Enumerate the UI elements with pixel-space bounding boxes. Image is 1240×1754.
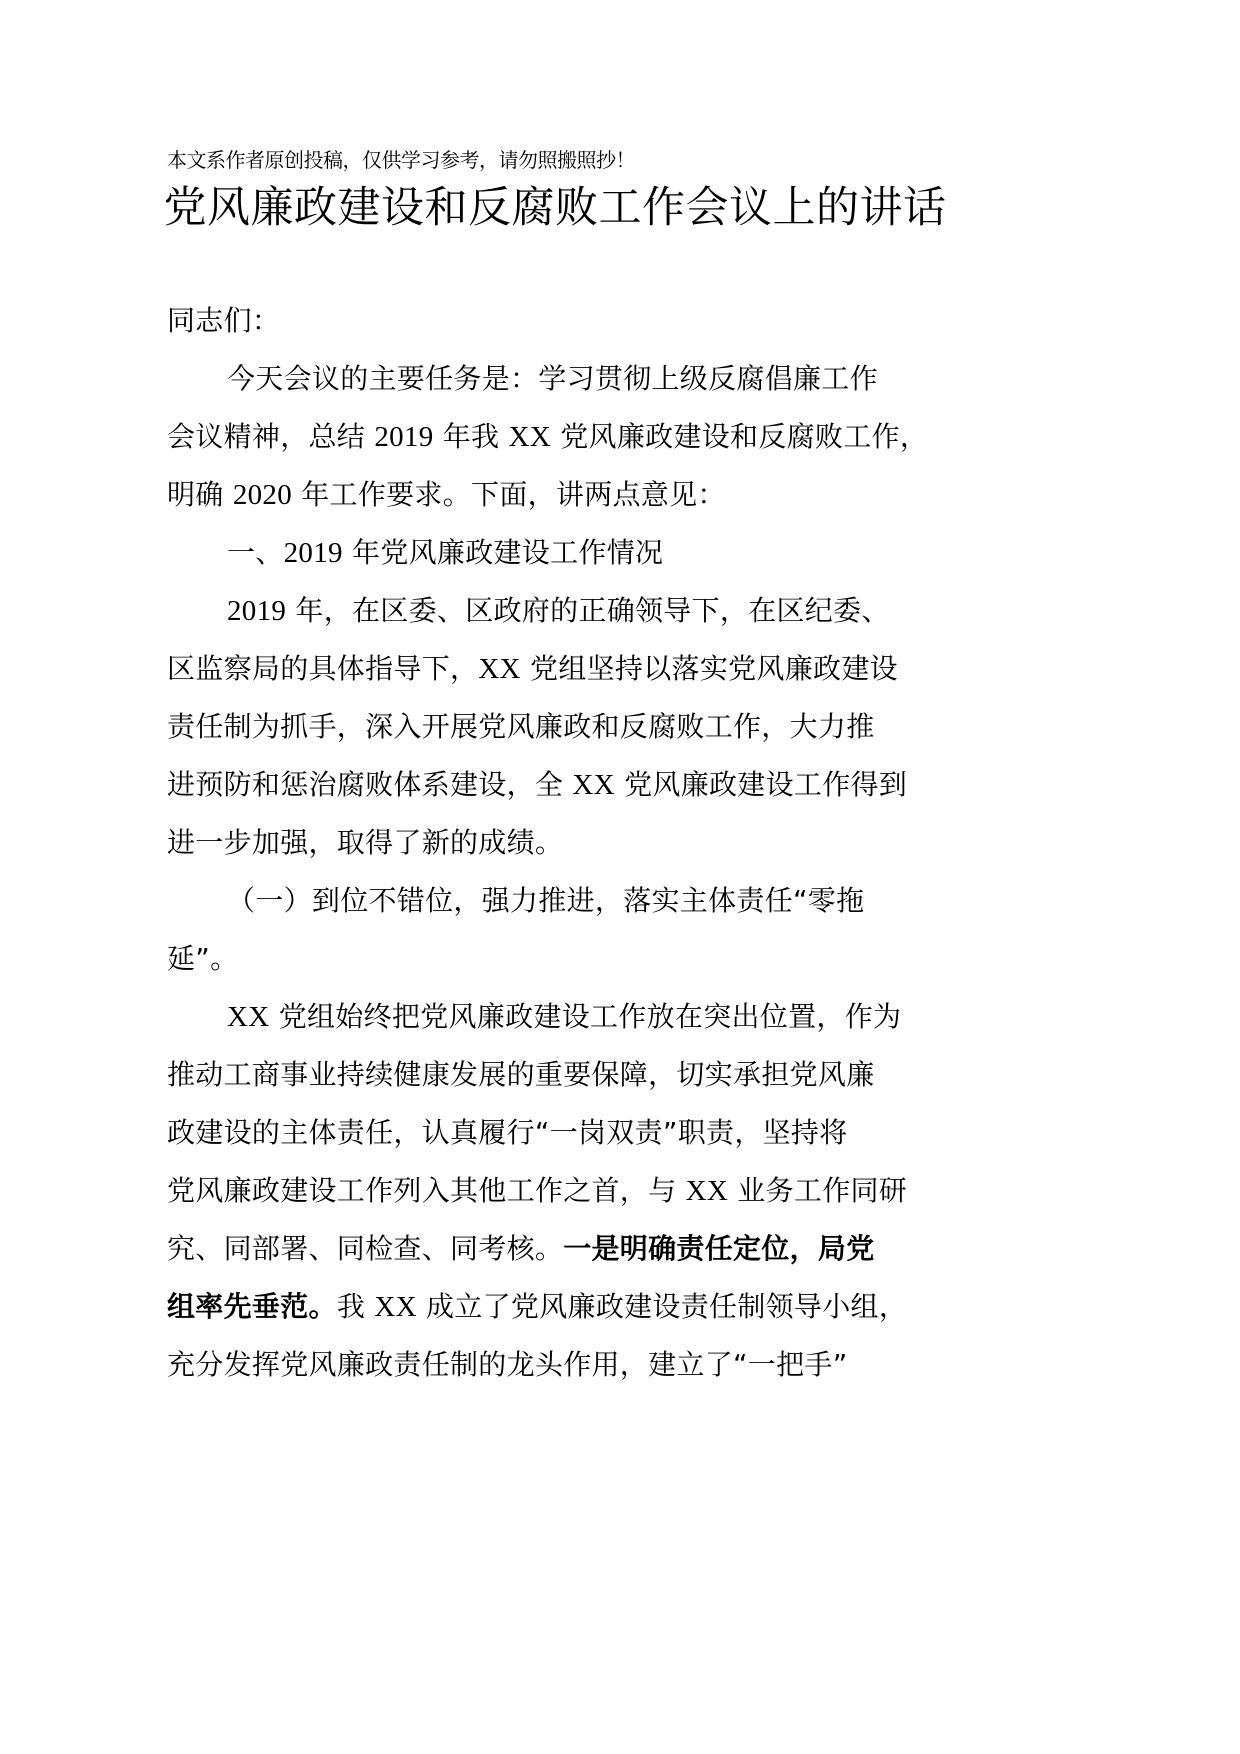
body-line — [167, 988, 957, 1046]
document-body — [167, 292, 957, 1394]
body-line — [167, 1104, 957, 1162]
text-segment: 进预防和惩治腐败体系建设，全 — [167, 768, 573, 801]
body-line — [167, 640, 957, 698]
text-segment: 推动工商事业持续健康发展的重要保障，切实承担党风廉 — [167, 1058, 875, 1091]
body-line — [167, 1220, 957, 1278]
text-segment: 年党风廉政建设工作情况 — [342, 536, 664, 569]
text-segment: 一、 — [227, 536, 284, 569]
text-segment: 2020 — [232, 479, 293, 511]
text-segment: 2019 — [283, 537, 343, 569]
bold-text: 组率先垂范。 — [167, 1290, 337, 1323]
body-line — [167, 582, 957, 640]
body-line — [167, 524, 957, 582]
document-title: 党风廉政建设和反腐败工作会议上的讲话 — [163, 183, 947, 233]
text-segment: 党风廉政建设和反腐败工作， — [551, 420, 929, 453]
text-segment: 业务工作同研 — [728, 1174, 908, 1207]
text-segment: 进一步加强，取得了新的成绩。 — [167, 826, 564, 859]
text-segment: 2019 — [374, 421, 434, 453]
text-segment: 党组坚持以落实党风廉政建设 — [520, 652, 898, 685]
text-segment: 会议精神，总结 — [167, 420, 375, 453]
text-segment: XX — [572, 769, 615, 801]
text-segment: 年工作要求。下面，讲两点意见： — [292, 478, 726, 511]
text-segment: 究、同部署、同检查、同考核。 — [167, 1232, 564, 1265]
body-line — [167, 1336, 957, 1394]
text-segment: XX — [508, 421, 552, 453]
text-segment: 年我 — [433, 420, 509, 453]
text-segment: 同志们： — [167, 304, 281, 337]
text-segment: 延”。 — [167, 942, 239, 975]
body-line — [167, 466, 957, 524]
text-segment: 政建设的主体责任，认真履行“一岗双责”职责，坚持将 — [167, 1116, 848, 1149]
text-segment: 区监察局的具体指导下， — [167, 652, 479, 685]
copyright-notice: 本文系作者原创投稿，仅供学习参考，请勿照搬照抄！ — [167, 148, 635, 172]
text-segment: XX — [374, 1291, 417, 1323]
body-line — [167, 756, 957, 814]
text-segment: 党风廉政建设工作列入其他工作之首，与 — [167, 1174, 686, 1207]
text-segment: 党风廉政建设工作得到 — [614, 768, 908, 801]
body-line — [167, 1278, 957, 1336]
body-line — [167, 814, 957, 872]
text-segment: 今天会议的主要任务是：学习贯彻上级反腐倡廉工作 — [227, 362, 878, 395]
body-line — [167, 698, 957, 756]
text-segment: XX — [227, 1001, 270, 1033]
body-line — [167, 350, 957, 408]
text-segment: 成立了党风廉政建设责任制领导小组， — [416, 1290, 908, 1323]
text-segment: XX — [685, 1175, 729, 1207]
body-line — [167, 930, 957, 988]
text-segment: 党组始终把党风廉政建设工作放在突出位置，作为 — [269, 1000, 902, 1033]
body-line — [167, 408, 957, 466]
body-line — [167, 872, 957, 930]
body-line — [167, 1162, 957, 1220]
text-segment: 我 — [336, 1290, 375, 1323]
text-segment: 2019 — [227, 595, 287, 627]
body-line — [167, 1046, 957, 1104]
text-segment: （一）到位不错位，强力推进，落实主体责任“零拖 — [227, 884, 865, 917]
text-segment: 年，在区委、区政府的正确领导下，在区纪委、 — [286, 594, 890, 627]
text-segment: 明确 — [167, 478, 233, 511]
text-segment: XX — [478, 653, 521, 685]
text-segment: 充分发挥党风廉政责任制的龙头作用，建立了“一把手” — [167, 1348, 848, 1381]
body-line — [167, 292, 957, 350]
bold-text: 一是明确责任定位，局党 — [563, 1232, 875, 1265]
text-segment: 责任制为抓手，深入开展党风廉政和反腐败工作，大力推 — [167, 710, 875, 743]
